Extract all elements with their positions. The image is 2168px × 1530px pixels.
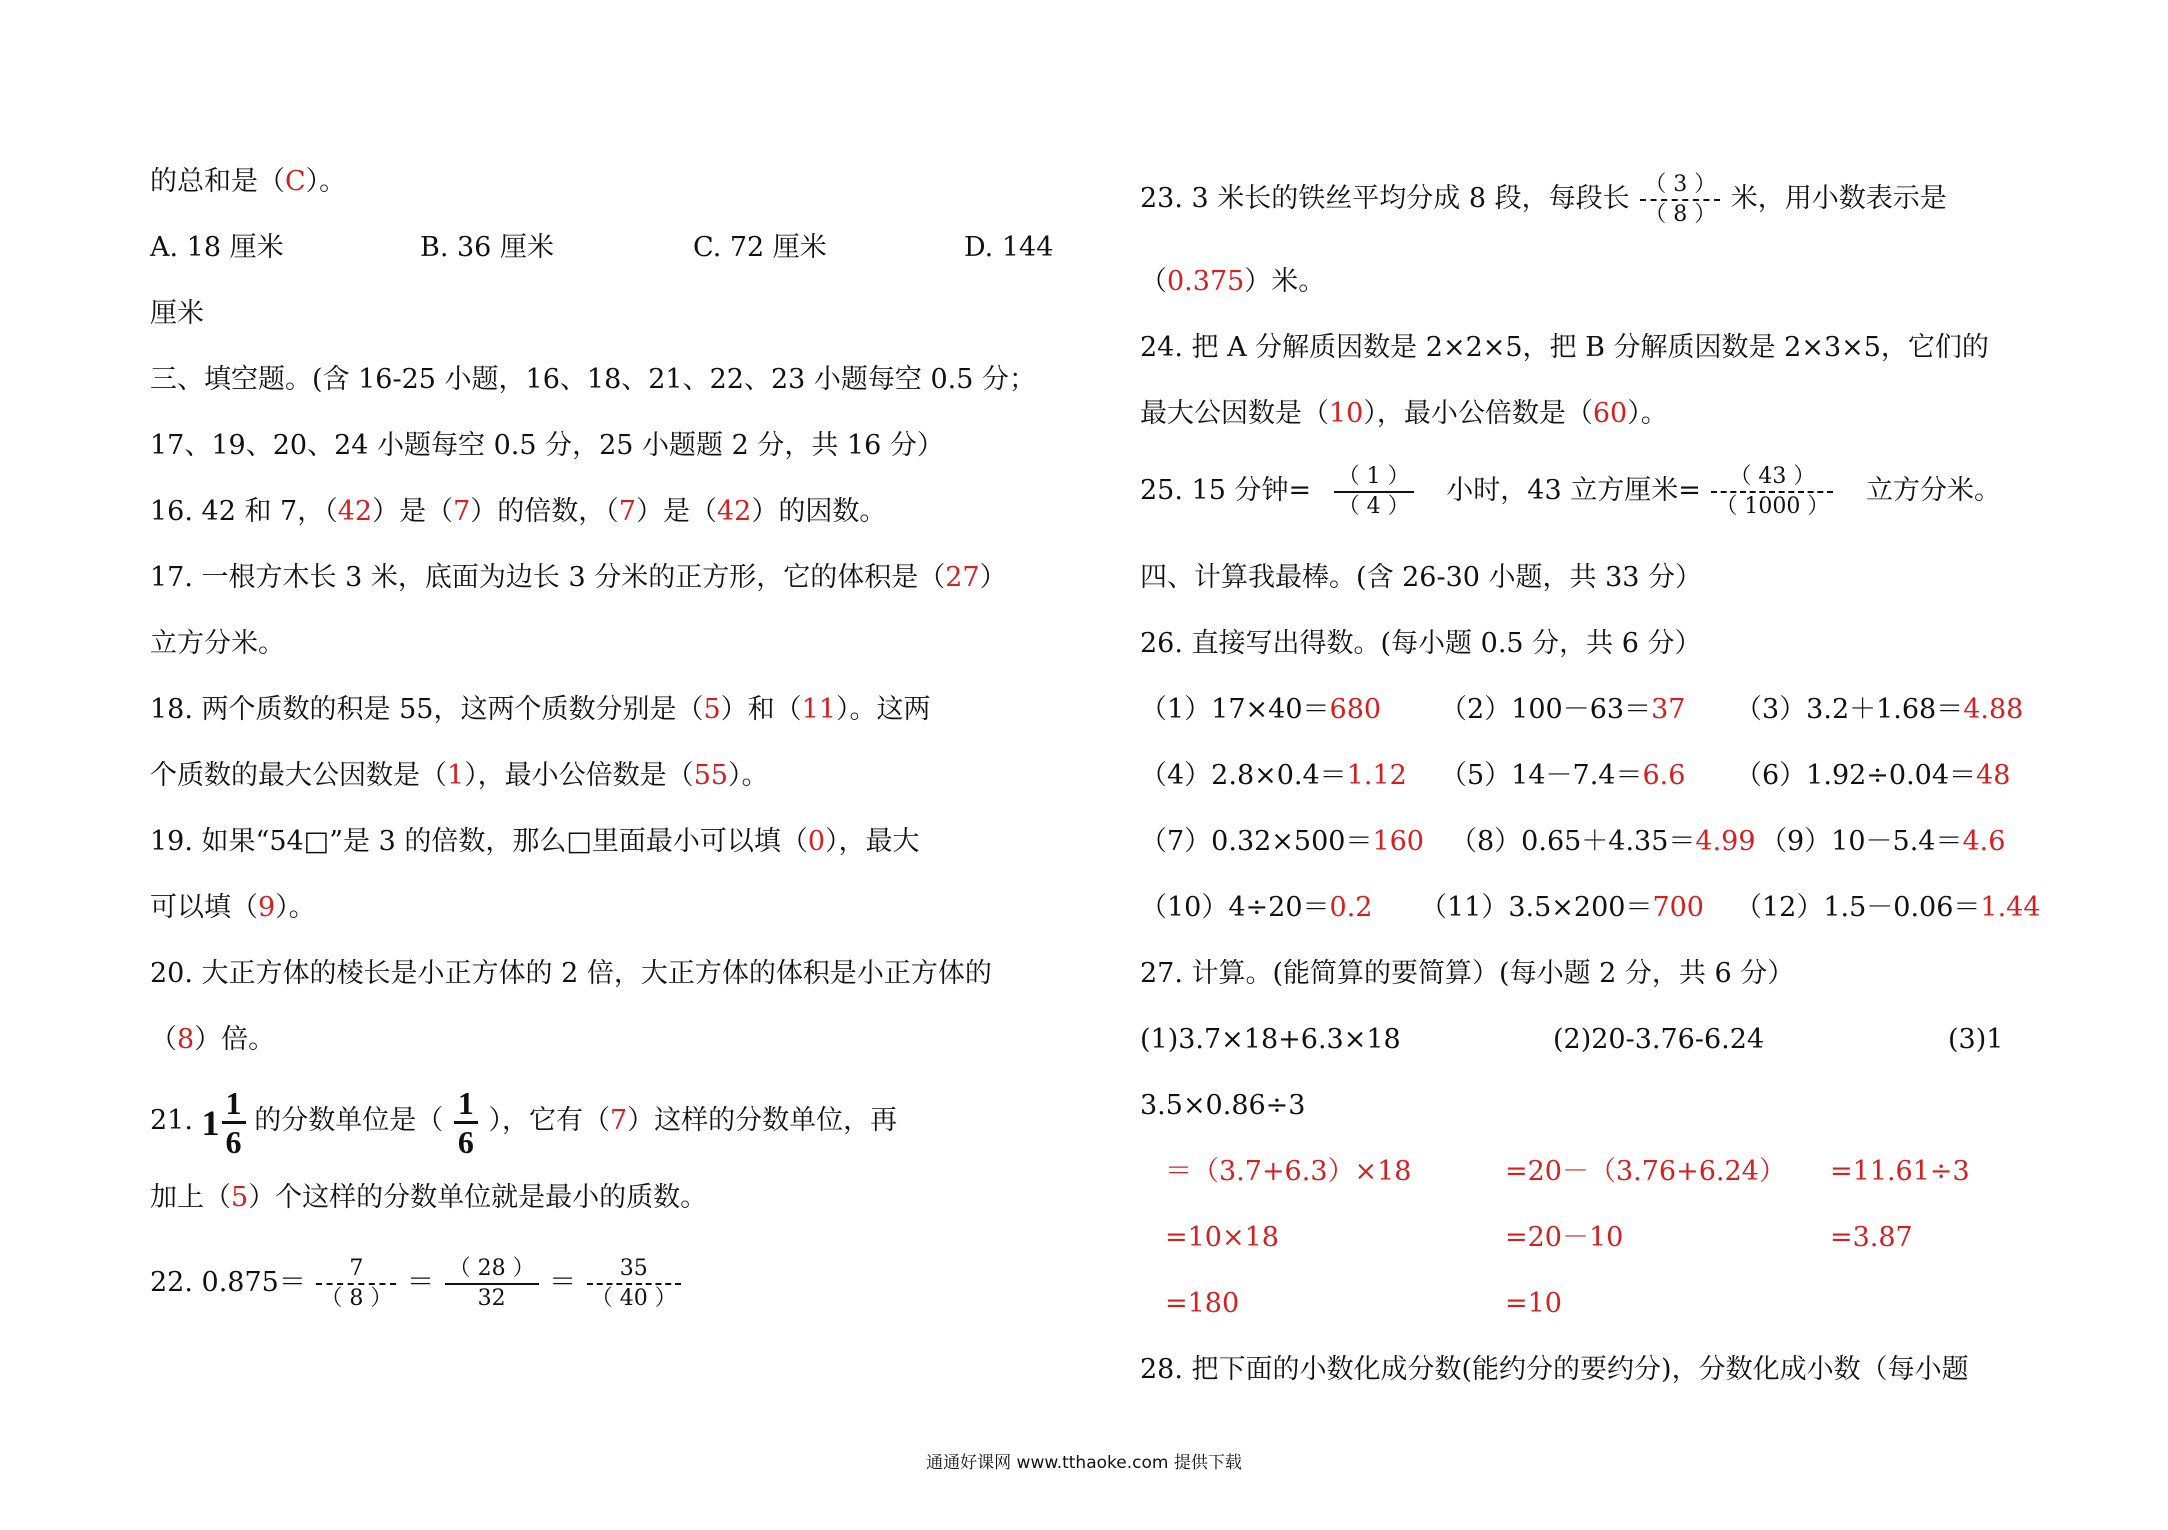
section-3-heading: 三、填空题。(含 16-25 小题，16、18、21、22、23 小题每空 0.5 分； — [150, 364, 1037, 395]
q25: 25. 15 分钟= $\frac{( 1 )}{( 4 )}$ 小时，43 立方厘米= $\frac{( 43 )}{( 1000 )}$ 立方分米。 — [1140, 463, 2001, 519]
q24-cont: 最大公因数是（10），最小公倍数是（60）。 — [1140, 398, 1668, 429]
option-d: D. 144 — [964, 232, 1054, 263]
q20: 20. 大正方体的棱长是小正方体的 2 倍，大正方体的体积是小正方体的 — [150, 958, 992, 989]
q16: 16. 42 和 7，（42）是（7）的倍数，（7）是（42）的因数。 — [150, 496, 887, 527]
section-3-heading-cont: 17、19、20、24 小题每空 0.5 分，25 小题题 2 分，共 16 分） — [150, 430, 944, 461]
q19-cont: 可以填（9）。 — [150, 892, 316, 923]
step-1-3: =11.61÷3 — [1830, 1156, 1970, 1187]
q18: 18. 两个质数的积是 55，这两个质数分别是（5）和（11）。这两 — [150, 694, 931, 725]
q27-heading: 27. 计算。(能简算的要简算）(每小题 2 分，共 6 分） — [1140, 958, 1795, 989]
q17-cont: 立方分米。 — [150, 628, 285, 659]
mixed-number: 1 $\frac{1}{6}$ — [202, 1105, 255, 1135]
fraction: $\frac{( 3 )}{( 8 )}$ — [1640, 172, 1720, 228]
oral-4: （4）2.8×0.4＝1.12 — [1140, 760, 1407, 791]
q27-item-2: (2)20-3.76-6.24 — [1553, 1024, 1765, 1055]
q20-cont: （8）倍。 — [150, 1024, 276, 1055]
q27-item-3-cont: 3.5×0.86÷3 — [1140, 1090, 1306, 1121]
q27-item-1: (1)3.7×18+6.3×18 — [1140, 1024, 1401, 1055]
q22: 22. 0.875＝ $\frac{7}{( 8 )}$ ＝ $\frac{( 28 )}{32}$ ＝ $\frac{35}{( 40 )}$ — [150, 1248, 683, 1318]
option-b: B. 36 厘米 — [420, 232, 554, 263]
left-line-1: 的总和是（C）。 — [150, 166, 347, 197]
q21-cont: 加上（5）个这样的分数单位就是最小的质数。 — [150, 1182, 708, 1213]
oral-6: （6）1.92÷0.04＝48 — [1735, 760, 2011, 791]
fraction: $\frac{7}{( 8 )}$ — [316, 1256, 396, 1312]
oral-1: （1）17×40＝680 — [1140, 694, 1382, 725]
q26-heading: 26. 直接写出得数。(每小题 0.5 分，共 6 分） — [1140, 628, 1702, 659]
step-2-3: =3.87 — [1830, 1222, 1913, 1253]
footer: 通通好课网 www.tthaoke.com 提供下载 — [926, 1453, 1242, 1473]
option-c: C. 72 厘米 — [693, 232, 827, 263]
q28-heading: 28. 把下面的小数化成分数(能约分的要约分)，分数化成小数（每小题 — [1140, 1354, 1969, 1385]
section-4-heading: 四、计算我最棒。(含 26-30 小题，共 33 分） — [1140, 562, 1703, 593]
q27-item-3: (3)1 — [1948, 1024, 2004, 1055]
q24: 24. 把 A 分解质因数是 2×2×5，把 B 分解质因数是 2×3×5，它们的 — [1140, 332, 1989, 363]
oral-10: （10）4÷20＝0.2 — [1140, 892, 1373, 923]
step-2-1: =10×18 — [1165, 1222, 1279, 1253]
q21: 21. 1 $\frac{1}{6}$ 的分数单位是（ $\frac{1}{6}$ ），它有（7）这样的分数单位，再 — [150, 1085, 898, 1161]
q23: 23. 3 米长的铁丝平均分成 8 段，每段长 $\frac{( 3 )}{( 8 )}$ 米，用小数表示是 — [1140, 171, 1947, 227]
fraction-unit: $\frac{1}{6}$ — [452, 1105, 480, 1135]
fraction: $\frac{( 43 )}{( 1000 )}$ — [1711, 464, 1833, 520]
answer: C — [285, 166, 306, 197]
fraction: $\frac{( 28 )}{32}$ — [445, 1256, 539, 1312]
step-1-2: =20－（3.76+6.24） — [1505, 1156, 1786, 1187]
step-1-1: ＝（3.7+6.3）×18 — [1165, 1156, 1412, 1187]
q23-cont: （0.375）米。 — [1140, 266, 1326, 297]
step-2-2: =20－10 — [1505, 1222, 1624, 1253]
fraction: $\frac{( 1 )}{( 4 )}$ — [1334, 464, 1414, 520]
option-a: A. 18 厘米 — [150, 232, 284, 263]
oral-12: （12）1.5－0.06＝1.44 — [1735, 892, 2041, 923]
oral-9: （9）10－5.4＝4.6 — [1760, 826, 2006, 857]
option-d-unit: 厘米 — [150, 298, 204, 329]
q17: 17. 一根方木长 3 米，底面为边长 3 分米的正方形，它的体积是（27） — [150, 562, 1007, 593]
q18-cont: 个质数的最大公因数是（1），最小公倍数是（55）。 — [150, 760, 769, 791]
step-3-2: =10 — [1505, 1288, 1562, 1319]
oral-3: （3）3.2＋1.68＝4.88 — [1735, 694, 2024, 725]
oral-7: （7）0.32×500＝160 — [1140, 826, 1424, 857]
oral-11: （11）3.5×200＝700 — [1420, 892, 1704, 923]
oral-5: （5）14－7.4＝6.6 — [1440, 760, 1686, 791]
step-3-1: =180 — [1165, 1288, 1240, 1319]
oral-8: （8）0.65＋4.35＝4.99 — [1450, 826, 1756, 857]
fraction: $\frac{35}{( 40 )}$ — [587, 1256, 681, 1312]
oral-2: （2）100－63＝37 — [1440, 694, 1686, 725]
q19: 19. 如果“54□”是 3 的倍数，那么□里面最小可以填（0），最大 — [150, 826, 920, 857]
